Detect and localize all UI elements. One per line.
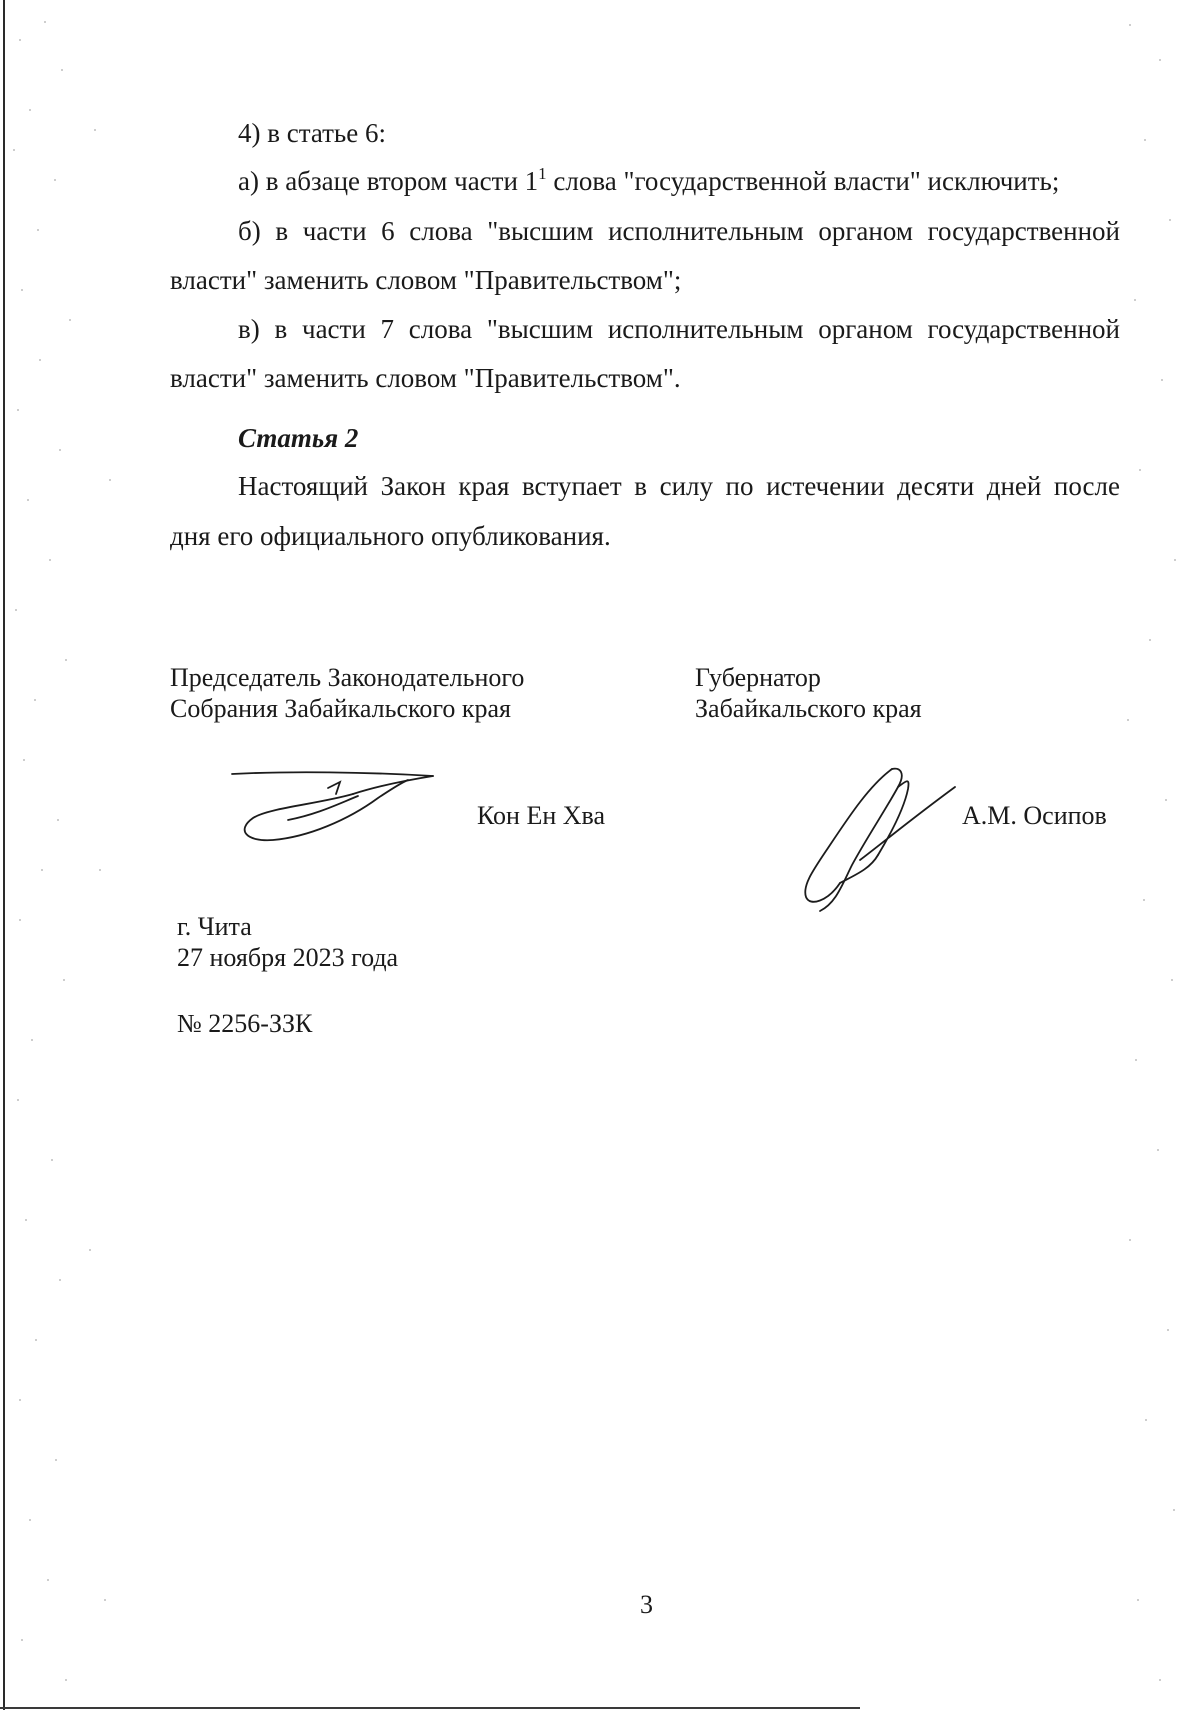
amendment-item-b-line2: власти" заменить словом "Правительством"; [170,265,682,295]
page-number: 3 [640,1590,653,1619]
scan-noise-right [1100,0,1200,1713]
scan-noise-left [0,0,130,1713]
chair-title-line2: Собрания Забайкальского края [170,694,511,723]
governor-signature [800,765,960,915]
governor-title-line2: Забайкальского края [695,694,922,723]
amendment-item-a [238,164,1059,198]
article-2-heading: Статья 2 [238,423,359,453]
signing-date: 27 ноября 2023 года [177,943,399,972]
amendment-item-4: 4) в статье 6: [238,118,386,148]
amendment-item-c-line1: в) в части 7 слова "высшим исполнительным органом государственной [238,314,1120,344]
law-number: № 2256-ЗЗК [177,1009,313,1038]
article-2-line1: Настоящий Закон края вступает в силу по истечении десяти дней после [238,471,1120,501]
amendment-item-a-suffix: слова "государственной власти" исключить; [546,166,1060,196]
governor-name: А.М. Осипов [962,801,1107,830]
chair-signature [228,768,443,846]
article-2-line2: дня его официального опубликования. [170,521,611,551]
chair-title-line1: Председатель Законодательного [170,663,525,692]
amendment-item-b-line1: б) в части 6 слова "высшим исполнительным органом государственной [238,216,1120,246]
amendment-item-c-line2: власти" заменить словом "Правительством". [170,363,681,393]
amendment-item-a-prefix: а) в абзаце втором части 1 [238,166,539,196]
chair-name: Кон Ен Хва [477,801,606,830]
governor-title-line1: Губернатор [695,663,821,692]
amendment-item-a-superscript: 1 [538,164,547,183]
city: г. Чита [177,912,252,941]
